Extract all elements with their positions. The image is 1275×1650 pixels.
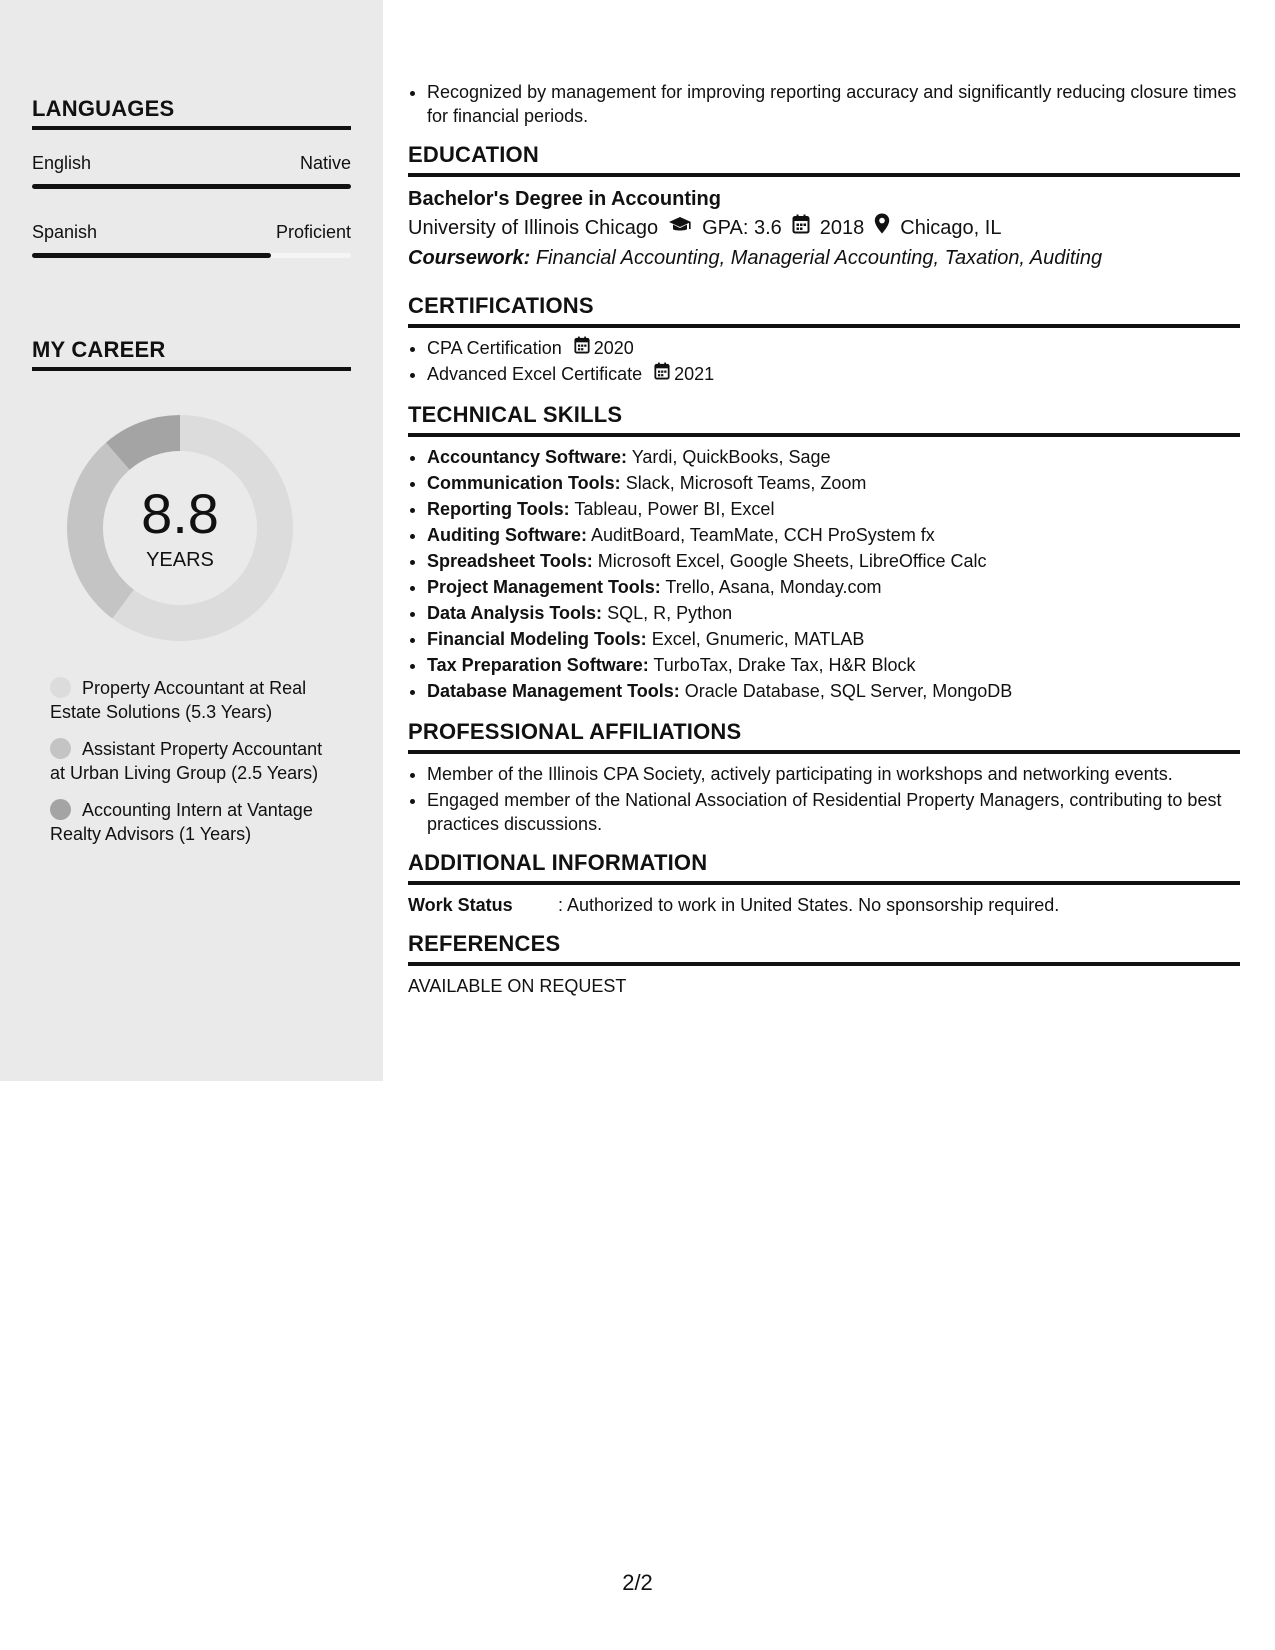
skill-item — [427, 549, 1240, 573]
additional-info-heading: ADDITIONAL INFORMATION — [408, 850, 1240, 885]
legend-swatch — [50, 799, 71, 820]
education-location: Chicago, IL — [900, 217, 1002, 239]
work-status-row — [408, 893, 1240, 917]
experience-bullets — [408, 80, 1240, 128]
certification-row — [427, 336, 1240, 360]
language-bar-spanish — [32, 253, 351, 258]
skill-item — [427, 653, 1240, 677]
coursework-text: Financial Accounting, Managerial Accounting, Taxation, Auditing — [535, 247, 1103, 269]
education-heading: EDUCATION — [408, 142, 1240, 177]
sidebar — [0, 0, 383, 1081]
skill-value: TurboTax, Drake Tax, H&R Block — [653, 655, 916, 675]
page-number: 2/2 — [622, 1570, 653, 1595]
language-level: Proficient — [275, 222, 351, 242]
skill-label: Communication Tools: — [427, 473, 621, 493]
skill-value: Yardi, QuickBooks, Sage — [631, 447, 831, 467]
skill-label: Project Management Tools: — [427, 577, 661, 597]
education-degree: Bachelor's Degree in Accounting — [408, 188, 721, 210]
main-content — [408, 80, 1240, 998]
education-meta — [408, 213, 1240, 243]
career-legend-item — [50, 676, 330, 724]
skill-value: Oracle Database, SQL Server, MongoDB — [684, 681, 1013, 701]
certification-year: 2021 — [674, 364, 715, 384]
skill-item — [427, 445, 1240, 469]
career-total-unit: YEARS — [146, 549, 214, 571]
skill-item — [427, 497, 1240, 521]
career-donut-chart — [66, 414, 294, 642]
calendar-icon — [792, 213, 810, 243]
graduation-cap-icon — [668, 213, 692, 243]
skill-label: Spreadsheet Tools: — [427, 551, 593, 571]
donut-center — [66, 414, 294, 642]
affiliation-item: • Engaged member of the National Association of Residential Property Managers, contributing to best practices discussions. — [427, 788, 1240, 836]
affiliations-list — [408, 762, 1240, 836]
skill-value: Microsoft Excel, Google Sheets, LibreOffice Calc — [597, 551, 987, 571]
career-total-years: 8.8 — [141, 482, 219, 545]
language-level: Native — [299, 153, 351, 173]
language-bar-english — [32, 184, 351, 189]
career-legend — [50, 676, 330, 859]
career-heading: MY CAREER — [32, 337, 351, 371]
career-legend-item — [50, 798, 330, 846]
skill-item — [427, 575, 1240, 599]
skill-label: Database Management Tools: — [427, 681, 680, 701]
skill-item — [427, 627, 1240, 651]
certification-row — [427, 362, 1240, 386]
skills-heading: TECHNICAL SKILLS — [408, 402, 1240, 437]
skills-list — [408, 445, 1240, 703]
skill-item — [427, 679, 1240, 703]
skill-item — [427, 601, 1240, 625]
language-row-english — [32, 152, 351, 174]
language-row-spanish — [32, 221, 351, 243]
certification-name: • Advanced Excel Certificate — [427, 364, 643, 384]
calendar-icon — [654, 362, 670, 386]
career-legend-label: Accounting Intern at Vantage Realty Advisors (1 Years) — [50, 800, 313, 844]
legend-swatch — [50, 738, 71, 759]
language-bar-fill — [32, 253, 271, 258]
affiliation-item: • Member of the Illinois CPA Society, actively participating in workshops and networking events. — [427, 762, 1240, 786]
coursework-label: Coursework: — [408, 247, 531, 269]
skill-value: AuditBoard, TeamMate, CCH ProSystem fx — [591, 525, 935, 545]
education-school: University of Illinois Chicago — [408, 217, 659, 239]
skill-value: Tableau, Power BI, Excel — [574, 499, 775, 519]
calendar-icon — [574, 336, 590, 360]
work-status-label: Work Status — [408, 895, 513, 915]
work-status-value: : Authorized to work in United States. No sponsorship required. — [558, 895, 1060, 915]
skill-value: Excel, Gnumeric, MATLAB — [651, 629, 865, 649]
skill-value: Trello, Asana, Monday.com — [665, 577, 882, 597]
certifications-list — [408, 336, 1240, 386]
skill-value: SQL, R, Python — [607, 603, 733, 623]
languages-heading: LANGUAGES — [32, 96, 351, 130]
skill-label: Data Analysis Tools: — [427, 603, 603, 623]
skill-value: Slack, Microsoft Teams, Zoom — [625, 473, 867, 493]
education-gpa: GPA: 3.6 — [702, 217, 782, 239]
references-text: AVAILABLE ON REQUEST — [408, 976, 627, 996]
skill-item — [427, 523, 1240, 547]
education-coursework — [408, 243, 1240, 273]
skill-label: Tax Preparation Software: — [427, 655, 649, 675]
language-name: Spanish — [32, 222, 98, 242]
legend-swatch — [50, 677, 71, 698]
skill-label: Auditing Software: — [427, 525, 587, 545]
affiliations-heading: PROFESSIONAL AFFILIATIONS — [408, 719, 1240, 754]
skill-label: Financial Modeling Tools: — [427, 629, 647, 649]
career-legend-item — [50, 737, 330, 785]
certification-item — [427, 336, 1240, 360]
language-bar-fill — [32, 184, 351, 189]
language-name: English — [32, 153, 92, 173]
career-legend-label: Assistant Property Accountant at Urban Living Group (2.5 Years) — [50, 739, 323, 783]
certification-year: 2020 — [593, 338, 634, 358]
skill-item — [427, 471, 1240, 495]
experience-bullet: • Recognized by management for improving reporting accuracy and significantly reducing closure times for financial periods. — [427, 80, 1240, 128]
certifications-heading: CERTIFICATIONS — [408, 293, 1240, 328]
education-year: 2018 — [819, 217, 865, 239]
certification-name: • CPA Certification — [427, 338, 562, 358]
skill-label: Accountancy Software: — [427, 447, 628, 467]
career-legend-label: Property Accountant at Real Estate Solutions (5.3 Years) — [50, 678, 307, 722]
skill-label: Reporting Tools: — [427, 499, 570, 519]
certification-item — [427, 362, 1240, 386]
references-heading: REFERENCES — [408, 931, 1240, 966]
location-pin-icon — [874, 213, 890, 243]
